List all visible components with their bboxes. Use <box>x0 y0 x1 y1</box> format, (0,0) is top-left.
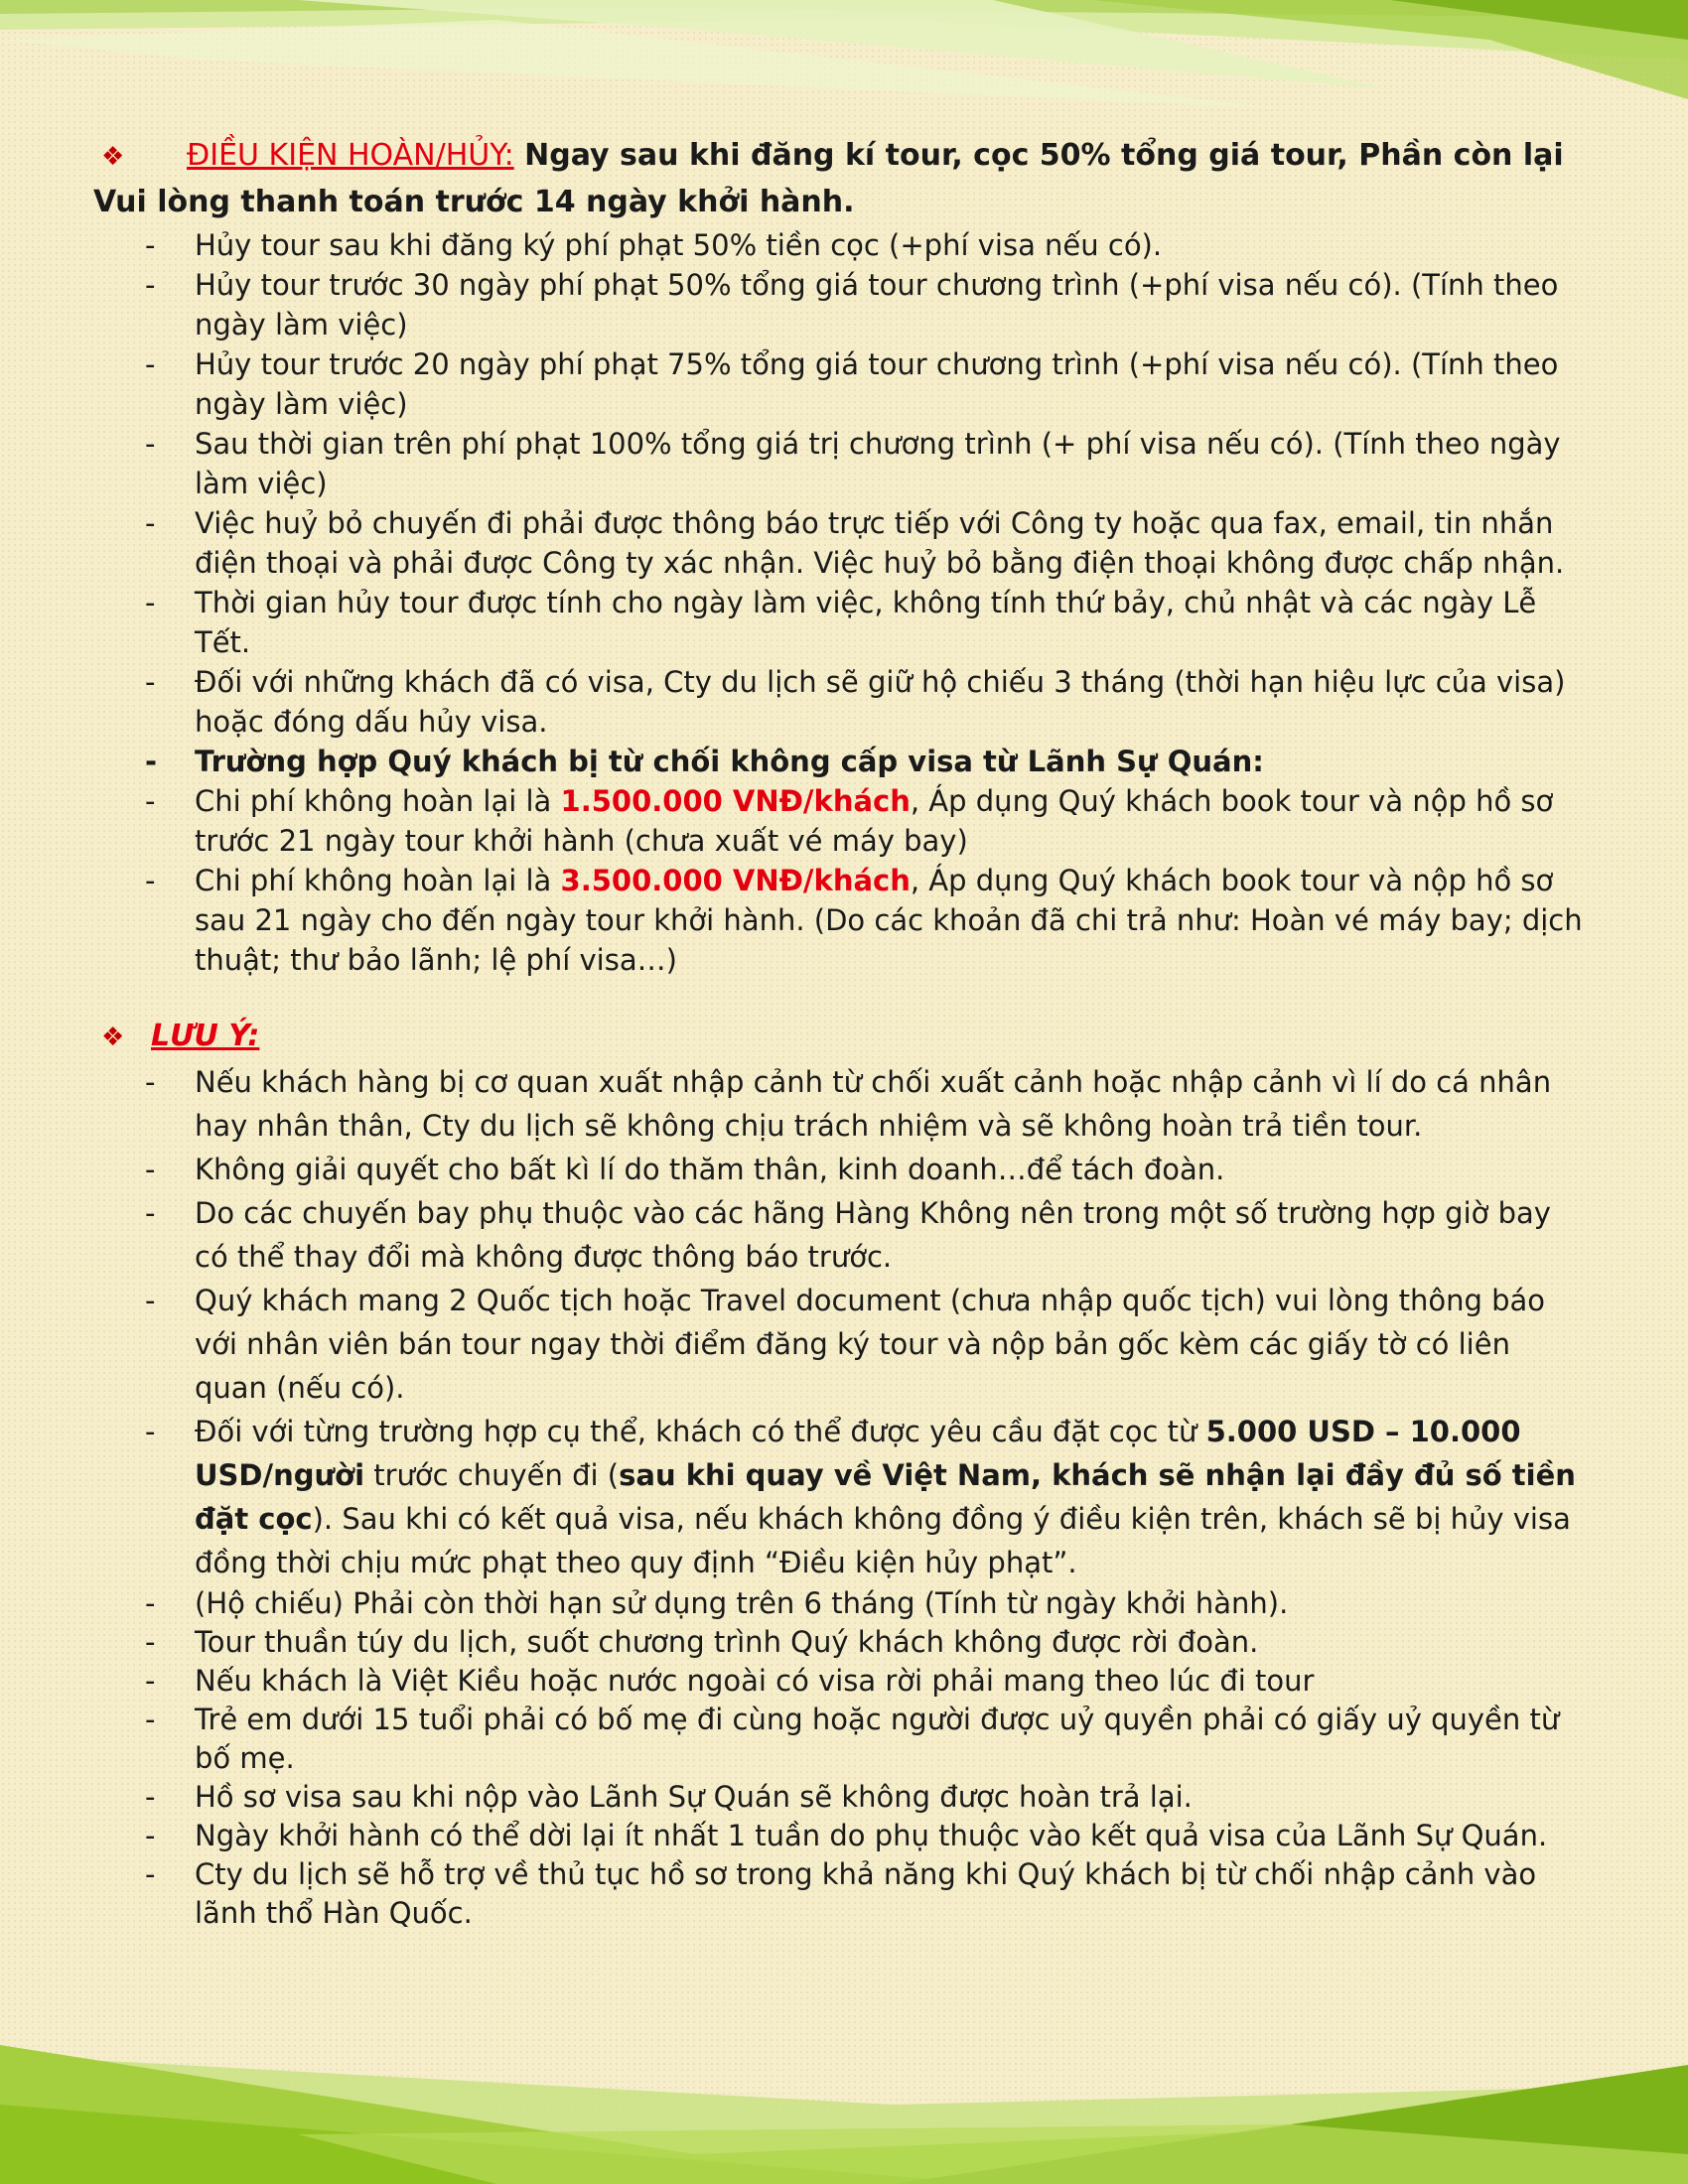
footer-decoration <box>0 2045 1688 2184</box>
notes-label: LƯU Ý: <box>151 1019 260 1053</box>
list-item: - Ngày khởi hành có thể dời lại ít nhất 1 tuần do phụ thuộc vào kết quả visa của Lãnh Sự Quán. <box>93 1817 1591 1855</box>
list-item: - Trẻ em dưới 15 tuổi phải có bố mẹ đi cùng hoặc người được uỷ quyền phải có giấy uỷ quyền từ bố mẹ. <box>93 1701 1591 1778</box>
diamond-bullet-icon: ❖ <box>101 1023 125 1052</box>
list-item: - Thời gian hủy tour được tính cho ngày làm việc, không tính thứ bảy, chủ nhật và các ngày Lễ Tết. <box>93 583 1591 662</box>
page-content <box>93 133 1591 1933</box>
fee1-amount: 1.500.000 VNĐ/khách <box>560 784 911 818</box>
deposit-text-3: ). Sau khi có kết quả visa, nếu khách không đồng ý điều kiện trên, khách sẽ bị hủy visa đồng thời chịu mức phạt theo quy định “Điều kiện hủy phạt”. <box>195 1502 1571 1579</box>
list-item: - Hồ sơ visa sau khi nộp vào Lãnh Sự Quán sẽ không được hoàn trả lại. <box>93 1778 1591 1817</box>
section-cancellation-heading <box>93 133 1591 225</box>
list-item: - Cty du lịch sẽ hỗ trợ về thủ tục hồ sơ trong khả năng khi Quý khách bị từ chối nhập cảnh vào lãnh thổ Hàn Quốc. <box>93 1855 1591 1933</box>
fee2-prefix: Chi phí không hoàn lại là <box>195 864 561 897</box>
list-item <box>93 781 1591 861</box>
list-item: - Do các chuyến bay phụ thuộc vào các hãng Hàng Không nên trong một số trường hợp giờ bay có thể thay đổi mà không được thông báo trước. <box>93 1191 1591 1279</box>
list-item: - Quý khách mang 2 Quốc tịch hoặc Travel document (chưa nhập quốc tịch) vui lòng thông báo với nhân viên bán tour ngay thời điểm đăng ký tour và nộp bản gốc kèm các giấy tờ có liên quan (nếu có). <box>93 1279 1591 1410</box>
header-decoration <box>0 0 1688 129</box>
list-item: - Việc huỷ bỏ chuyến đi phải được thông báo trực tiếp với Công ty hoặc qua fax, email, tin nhắn điện thoại và phải được Công ty xác nhận. Việc huỷ bỏ bằng điện thoại không được chấp nhận. <box>93 503 1591 583</box>
list-item: - Nếu khách là Việt Kiều hoặc nước ngoài có visa rời phải mang theo lúc đi tour <box>93 1662 1591 1701</box>
fee2-suffix: , Áp dụng Quý khách book tour và nộp hồ sơ sau 21 ngày cho đến ngày tour khởi hành. (Do các khoản đã chi trả như: Hoàn vé máy bay; dịch thuật; thư bảo lãnh; lệ phí visa…) <box>195 864 1583 977</box>
list-item: - Hủy tour trước 30 ngày phí phạt 50% tổng giá tour chương trình (+phí visa nếu có). (Tính theo ngày làm việc) <box>93 265 1591 344</box>
fee1-suffix: , Áp dụng Quý khách book tour và nộp hồ sơ trước 21 ngày tour khởi hành (chưa xuất vé máy bay) <box>195 784 1554 858</box>
list-item: - Sau thời gian trên phí phạt 100% tổng giá trị chương trình (+ phí visa nếu có). (Tính theo ngày làm việc) <box>93 424 1591 503</box>
deposit-text-1: Đối với từng trường hợp cụ thể, khách có thể được yêu cầu đặt cọc từ <box>195 1415 1206 1448</box>
fee1-prefix: Chi phí không hoàn lại là <box>195 784 561 818</box>
list-item: - Nếu khách hàng bị cơ quan xuất nhập cảnh từ chối xuất cảnh hoặc nhập cảnh vì lí do cá nhân hay nhân thân, Cty du lịch sẽ không chịu trách nhiệm và sẽ không hoàn trả tiền tour. <box>93 1060 1591 1148</box>
list-item: - Không giải quyết cho bất kì lí do thăm thân, kinh doanh…để tách đoàn. <box>93 1148 1591 1191</box>
list-item: - Hủy tour trước 20 ngày phí phạt 75% tổng giá tour chương trình (+phí visa nếu có). (Tính theo ngày làm việc) <box>93 344 1591 424</box>
cancellation-list <box>93 225 1591 980</box>
deposit-item <box>93 1410 1591 1584</box>
notes-list <box>93 1060 1591 1933</box>
list-item <box>93 861 1591 980</box>
diamond-bullet-icon: ❖ <box>101 142 125 172</box>
deposit-amount: 5.000 USD – 10.000 USD/người <box>195 1415 1521 1492</box>
cancellation-label-colon: : <box>503 138 514 173</box>
deposit-refund-note: sau khi quay về Việt Nam, khách sẽ nhận lại đầy đủ số tiền đặt cọc <box>195 1458 1576 1536</box>
fee2-amount: 3.500.000 VNĐ/khách <box>560 864 911 897</box>
cancellation-label: ĐIỀU KIỆN HOÀN/HỦY <box>187 138 504 173</box>
list-item: - Hủy tour sau khi đăng ký phí phạt 50% tiền cọc (+phí visa nếu có). <box>93 225 1591 265</box>
cancellation-intro: Ngay sau khi đăng kí tour, cọc 50% tổng giá tour, Phần còn lại Vui lòng thanh toán trước 14 ngày khởi hành. <box>93 138 1564 219</box>
visa-denied-heading: - Trường hợp Quý khách bị từ chối không cấp visa từ Lãnh Sự Quán: <box>93 742 1591 781</box>
deposit-text-2: trước chuyến đi ( <box>364 1458 620 1492</box>
list-item: - Đối với những khách đã có visa, Cty du lịch sẽ giữ hộ chiếu 3 tháng (thời hạn hiệu lực của visa) hoặc đóng dấu hủy visa. <box>93 662 1591 742</box>
list-item: - (Hộ chiếu) Phải còn thời hạn sử dụng trên 6 tháng (Tính từ ngày khởi hành). <box>93 1584 1591 1623</box>
section-notes-heading <box>93 1014 1591 1060</box>
list-item: - Tour thuần túy du lịch, suốt chương trình Quý khách không được rời đoàn. <box>93 1623 1591 1662</box>
